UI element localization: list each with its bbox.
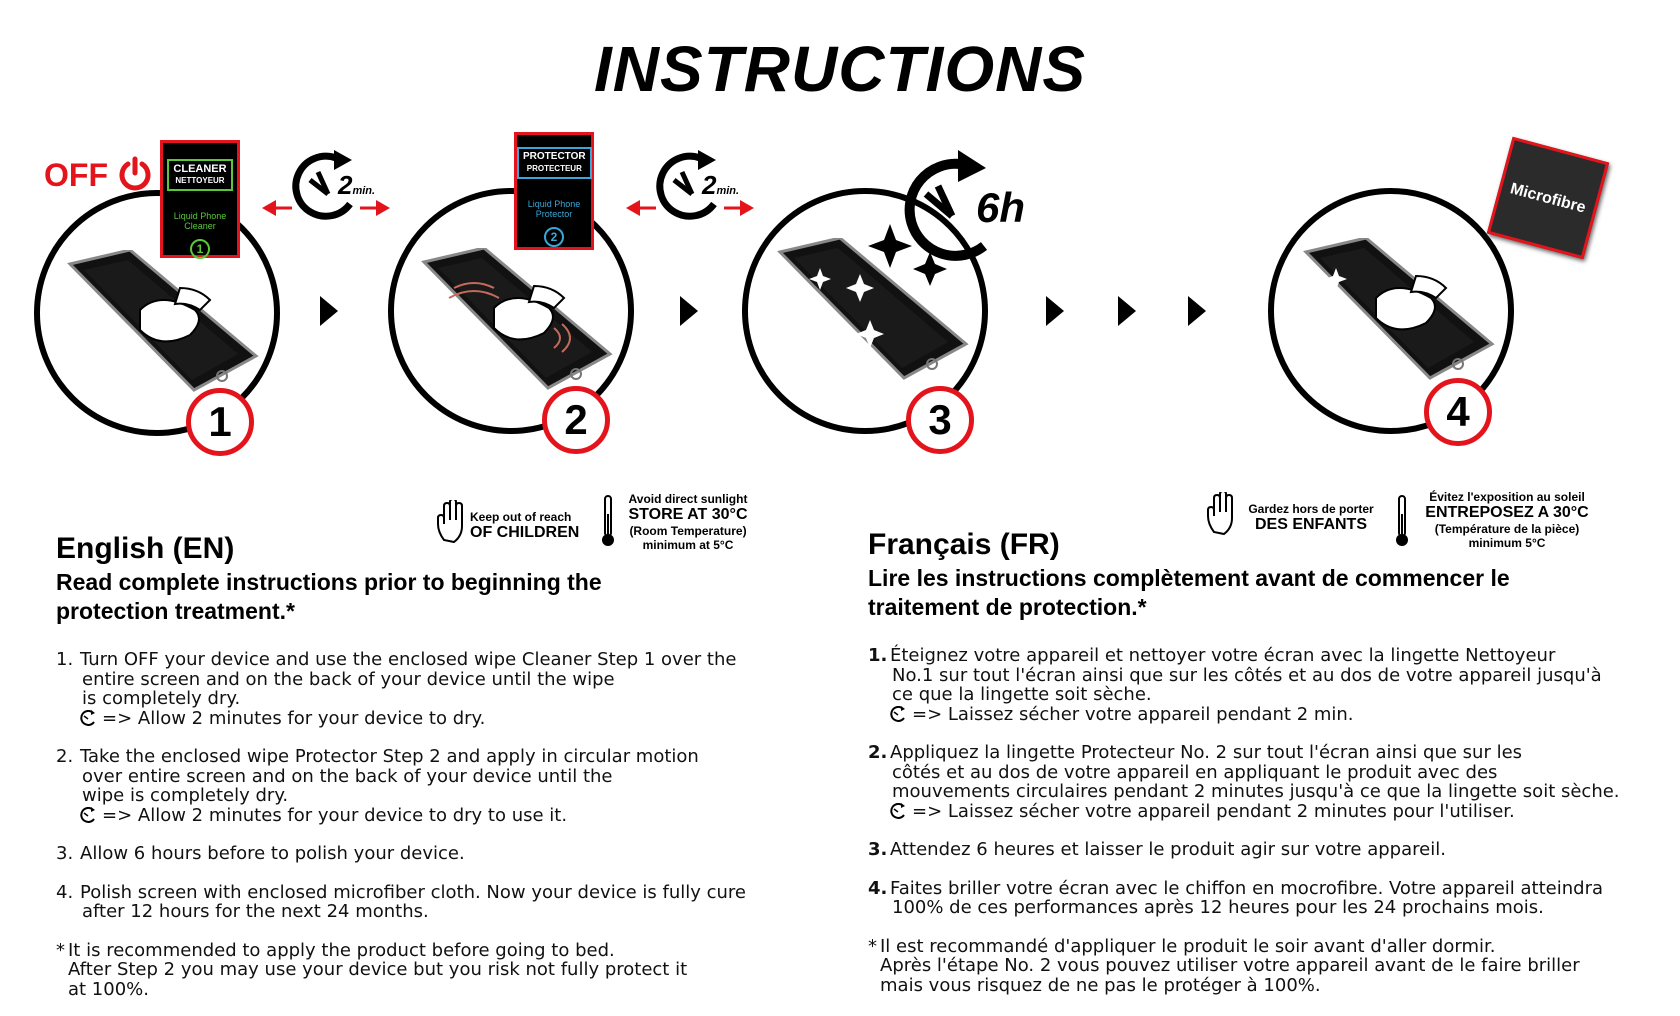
step-body	[80, 650, 796, 728]
timer-1-unit: min.	[352, 185, 376, 197]
cleaner-sub2: Cleaner	[184, 221, 216, 231]
fr-sun-line2: ENTREPOSEZ A 30°C	[1425, 504, 1589, 521]
french-note-line1: Il est recommandé d'appliquer le produit le soir avant d'aller dormir.	[880, 935, 1496, 957]
protector-box-header	[517, 147, 592, 179]
off-text: OFF	[44, 157, 108, 193]
step-line: Faites briller votre écran avec le chiffon en mocrofibre. Votre appareil atteindra	[890, 877, 1604, 899]
english-note-line2: After Step 2 you may use your device but you risk not fully protect it	[68, 959, 688, 980]
step-line: Éteignez votre appareil et nettoyer votre écran avec la lingette Nettoyeur	[890, 645, 1556, 666]
fr-sun-line3: (Température de la pièce)	[1434, 522, 1580, 536]
mini-timer-icon	[890, 706, 910, 722]
protector-number: 2	[544, 227, 564, 247]
en-sun-line1: Avoid direct sunlight	[628, 492, 748, 506]
double-arrow-icon-2	[626, 198, 754, 218]
french-steps	[868, 646, 1668, 918]
instruction-step	[868, 743, 1668, 821]
step-number: 4.	[868, 877, 888, 899]
arrow-step-2-3	[680, 296, 698, 326]
step-timer-text: => Allow 2 minutes for your device to dry to use it.	[102, 804, 568, 826]
step-number: 2.	[868, 742, 888, 763]
english-note-line1: It is recommended to apply the product before going to bed.	[68, 939, 615, 961]
en-sun-line3: (Room Temperature)	[629, 524, 747, 538]
step-badge-4: 4	[1424, 378, 1492, 446]
step-line: No.1 sur tout l'écran ainsi que sur les côtés et au dos de votre appareil jusqu'à	[892, 664, 1602, 686]
timer-2-unit: min.	[716, 185, 740, 197]
instruction-step	[56, 883, 796, 922]
timer-2-label	[702, 170, 739, 201]
step-line: after 12 hours for the next 24 months.	[82, 901, 429, 922]
step-number: 4.	[56, 881, 74, 903]
mini-timer-icon	[890, 803, 910, 819]
instruction-step	[868, 840, 1668, 860]
cleaner-line2: NETTOYEUR	[175, 176, 225, 185]
instruction-step	[868, 879, 1668, 918]
arrow-step-3-4a	[1046, 296, 1064, 326]
step-line: 100% de ces performances après 12 heures pour les 24 prochains mois.	[892, 897, 1544, 918]
cleaner-sub1: Liquid Phone	[173, 211, 227, 221]
step-timer-text: => Laissez sécher votre appareil pendant 2 minutes pour l'utiliser.	[912, 800, 1515, 822]
mini-timer-icon	[80, 807, 100, 823]
double-arrow-icon	[262, 198, 390, 218]
step-timer-line	[80, 806, 796, 826]
english-heading: English (EN)	[56, 532, 235, 565]
en-children-line2: OF CHILDREN	[470, 524, 580, 541]
instruction-step	[56, 650, 796, 728]
arrow-step-3-4b	[1118, 296, 1136, 326]
french-heading: Français (FR)	[868, 528, 1060, 561]
step-line: Allow 6 hours before to polish your device.	[80, 843, 465, 864]
english-lead: Read complete instructions prior to beginning the protection treatment.*	[56, 569, 602, 624]
english-note-star: *	[56, 939, 65, 961]
cleaner-number: 1	[190, 239, 210, 259]
protector-box	[514, 132, 594, 250]
step-body	[80, 883, 796, 922]
english-note-line3: at 100%.	[68, 978, 149, 1000]
timer-2-value: 2	[702, 170, 717, 200]
timer-1-label	[338, 170, 375, 201]
protector-line1: PROTECTOR	[523, 151, 586, 162]
english-note	[56, 941, 796, 1000]
mini-timer-icon	[80, 710, 100, 726]
instruction-step	[56, 844, 796, 864]
step-body	[80, 747, 796, 825]
step-line: entire screen and on the back of your device until the wipe	[82, 668, 615, 690]
step-line: Appliquez la lingette Protecteur No. 2 sur tout l'écran ainsi que sur les	[890, 742, 1523, 763]
cleaner-sub	[163, 211, 237, 231]
protector-sub1: Liquid Phone	[527, 199, 581, 209]
fr-sun-line4: minimum 5°C	[1468, 536, 1546, 550]
fr-sun-line1: Évitez l'exposition au soleil	[1429, 490, 1585, 504]
off-label	[44, 156, 153, 194]
step-number: 3.	[868, 839, 888, 860]
step-line: Attendez 6 heures et laisser le produit agir sur votre appareil.	[890, 839, 1446, 860]
step-line: côtés et au dos de votre appareil en appliquant le produit avec des	[892, 761, 1498, 783]
arrow-step-3-4c	[1188, 296, 1206, 326]
protector-sub	[517, 199, 591, 219]
phone-1-illustration	[60, 250, 260, 410]
step-line: Take the enclosed wipe Protector Step 2 and apply in circular motion	[80, 746, 699, 767]
fr-children-line2: DES ENFANTS	[1254, 516, 1367, 533]
step-line: Turn OFF your device and use the enclosed wipe Cleaner Step 1 over the	[80, 649, 737, 670]
french-note	[868, 937, 1668, 996]
power-icon	[117, 156, 153, 192]
step-number: 1.	[56, 649, 74, 670]
french-section	[868, 528, 1668, 995]
fr-children-line1: Gardez hors de porter	[1248, 502, 1374, 516]
cleaner-box-header	[167, 159, 232, 191]
step-body	[890, 743, 1668, 821]
step-line: Polish screen with enclosed microfiber cloth. Now your device is fully cure	[80, 881, 746, 903]
french-note-line3: mais vous risquez de ne pas le protéger à 100%.	[880, 974, 1321, 996]
step-body	[80, 844, 796, 864]
step-timer-line	[890, 802, 1668, 822]
en-sun-line4: minimum at 5°C	[642, 538, 734, 552]
step-number: 3.	[56, 843, 74, 864]
cleaner-box	[160, 140, 240, 258]
step-line: over entire screen and on the back of your device until the	[82, 765, 613, 787]
step-badge-1: 1	[186, 388, 254, 456]
step-number: 1.	[868, 645, 888, 666]
french-lead: Lire les instructions complètement avant de commencer le traitement de protection.*	[868, 565, 1510, 620]
step-line: wipe is completely dry.	[82, 785, 289, 806]
english-section	[56, 532, 796, 999]
en-children-line1: Keep out of reach	[470, 510, 572, 524]
step-number: 2.	[56, 746, 74, 767]
en-sun-line2: STORE AT 30°C	[628, 506, 748, 523]
cleaner-line1: CLEANER	[173, 163, 227, 175]
step-timer-text: => Laissez sécher votre appareil pendant 2 min.	[912, 703, 1354, 725]
step-timer-text: => Allow 2 minutes for your device to dry.	[102, 707, 486, 729]
step-timer-line	[80, 709, 796, 729]
instruction-step	[56, 747, 796, 825]
page-title: INSTRUCTIONS	[594, 33, 1086, 105]
protector-line2: PROTECTEUR	[526, 164, 582, 173]
step-badge-2: 2	[542, 386, 610, 454]
french-note-star: *	[868, 935, 877, 957]
instruction-step	[868, 646, 1668, 724]
timer-3-label: 6h	[976, 184, 1026, 231]
step-line: is completely dry.	[82, 688, 241, 709]
step-badge-3: 3	[906, 386, 974, 454]
step-line: ce que la lingette soit sèche.	[892, 684, 1152, 705]
arrow-step-1-2	[320, 296, 338, 326]
french-note-line2: Après l'étape No. 2 vous pouvez utiliser votre appareil avant de le faire briller	[880, 955, 1580, 976]
english-steps	[56, 650, 796, 922]
step-body	[890, 840, 1668, 860]
step-body	[890, 646, 1668, 724]
step-line: mouvements circulaires pendant 2 minutes jusqu'à ce que la lingette soit sèche.	[892, 781, 1620, 802]
timer-1-value: 2	[338, 170, 353, 200]
phone-2-illustration	[414, 248, 614, 408]
step-timer-line	[890, 705, 1668, 725]
step-body	[890, 879, 1668, 918]
microfibre-cloth: Microfibre	[1487, 137, 1609, 259]
protector-sub2: Protector	[535, 209, 573, 219]
